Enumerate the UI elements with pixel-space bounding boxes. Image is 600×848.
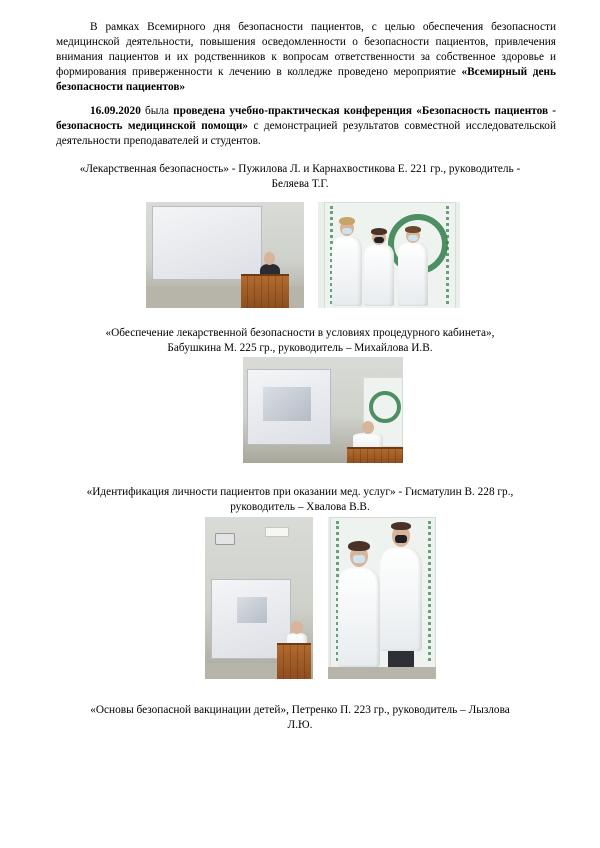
report-3-line1: «Идентификация личности пациентов при оказании мед. услуг» - Гисматулин В. 228 гр.,: [86, 486, 514, 498]
mask: [408, 235, 418, 241]
presenter-hair: [348, 541, 370, 551]
banner-ornament: [428, 521, 431, 661]
conference-rest: с демонстрацией результатов совместной исследовательской деятельности преподавателей и студентов.: [56, 120, 556, 147]
podium: [277, 643, 311, 679]
presenter-hair: [371, 228, 387, 235]
banner-emblem: [369, 391, 401, 423]
slide-image: [263, 387, 311, 421]
mask: [353, 555, 365, 563]
photo-presentation-2: [243, 357, 403, 463]
report-1-caption: [40, 162, 560, 192]
report-2-line1: «Обеспечение лекарственной безопасности в условиях процедурного кабинета»,: [105, 327, 495, 339]
mask: [395, 535, 407, 543]
presenter-coat: [332, 236, 362, 306]
report-4-caption: [40, 703, 560, 733]
report-3-caption: [40, 485, 560, 515]
event-name: «Всемирный день безопасности пациентов»: [56, 66, 556, 93]
conference-title: проведена учебно-практическая конференция «Безопасность пациентов - безопасность медицинской помощи»: [56, 105, 556, 132]
report-1-line2: Беляева Т.Г.: [271, 178, 329, 190]
presenter-coat: [380, 547, 422, 651]
report-2-line2: Бабушкина М. 225 гр., руководитель – Михайлова И.В.: [167, 342, 433, 354]
slide-image: [237, 597, 267, 623]
intro-paragraph: [56, 20, 556, 95]
photo-presentation-1: [146, 202, 304, 308]
report-2-caption: [40, 326, 560, 356]
projector: [215, 533, 235, 545]
mask: [374, 237, 384, 243]
presenter-hair: [405, 226, 421, 233]
speaker-head: [264, 252, 275, 265]
banner-ornament: [446, 206, 449, 304]
presenter-coat: [364, 244, 394, 306]
report-4-line1: «Основы безопасной вакцинации детей», Петренко П. 223 гр., руководитель – Лызлова: [90, 704, 510, 716]
report-1-line1: «Лекарственная безопасность» - Пужилова Л. и Карнахвостикова Е. 221 гр., руководитель -: [79, 163, 521, 175]
presenter-coat: [338, 567, 380, 667]
podium: [347, 447, 403, 463]
photo-presenters-2: [328, 517, 436, 679]
conference-verb: была: [140, 105, 174, 117]
intro-lead: В рамках Всемирного дня безопасности пациентов, с целью обеспечения безопасности медицинской деятельности, повышения осведомленности о безопасности пациентов, привлечения внимания пациентов и их родственников к вопросам ответственности за собственное здоровье и формирования приверженности к лечению в колледже проведено мероприятие: [56, 21, 556, 78]
presenter-hair: [339, 217, 355, 225]
conference-paragraph: [56, 104, 556, 149]
report-4-line2: Л.Ю.: [287, 719, 313, 731]
report-3-line2: руководитель – Хвалова В.В.: [230, 501, 370, 513]
photo-presenters-1: [318, 202, 460, 308]
photo-presentation-3: [205, 517, 313, 679]
presenter-coat: [398, 242, 428, 306]
presenter-hair: [391, 522, 411, 530]
conference-date: 16.09.2020: [90, 105, 141, 117]
speaker-head: [362, 421, 374, 434]
mask: [342, 228, 352, 234]
podium: [241, 274, 289, 308]
floor: [205, 663, 277, 679]
speaker-head: [291, 621, 303, 634]
ceiling-light: [265, 527, 289, 537]
projection-screen: [152, 206, 262, 280]
floor: [328, 667, 436, 679]
